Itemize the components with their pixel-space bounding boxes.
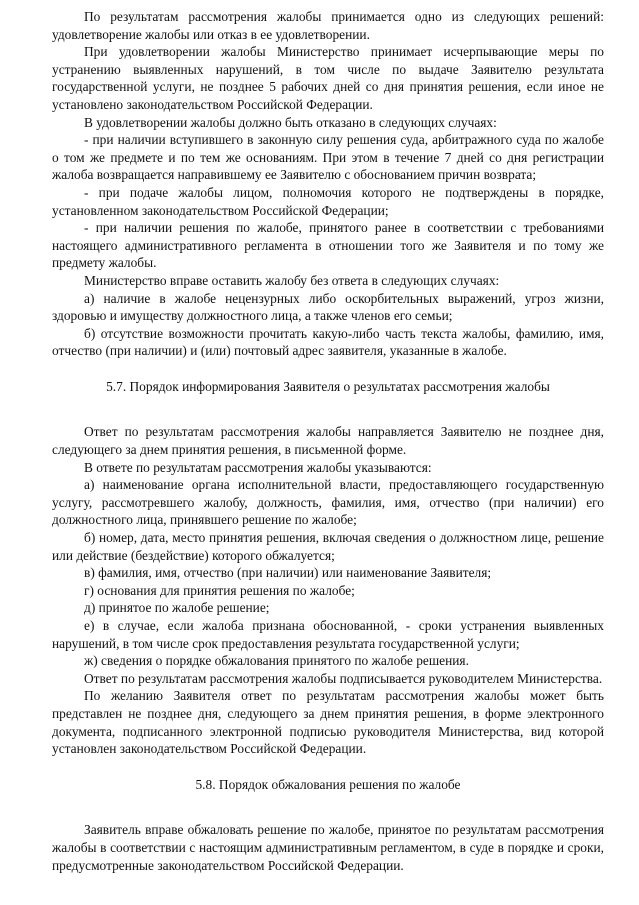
section-heading-5-8: 5.8. Порядок обжалования решения по жалобе [195,776,461,792]
paragraph: Ответ по результатам рассмотрения жалобы направляется Заявителю не позднее дня, следующего за днем принятия решения, в письменной форме. [52,424,604,458]
paragraph: - при подаче жалобы лицом, полномочия которого не подтверждены в порядке, установленном законодательством Российской Федерации; [52,184,604,218]
section-heading-5-7: 5.7. Порядок информирования Заявителя о результатах рассмотрения жалобы [106,378,550,394]
paragraph: В удовлетворении жалобы должно быть отказано в следующих случаях: [84,114,497,130]
paragraph: По желанию Заявителя ответ по результатам рассмотрения жалобы может быть представлен не позднее дня, следующего за днем принятия решения, в форме электронного документа, подписанного электронной подписью руководителя Министерства, вид которой установлен законодательством Российской Федерации. [52,688,604,757]
paragraph: а) наименование органа исполнительной власти, предоставляющего государственную услугу, рассмотревшего жалобу, должность, фамилия, имя, отчество (при наличии) его должностного лица, принявшего решение по жалобе; [52,477,604,528]
paragraph: б) отсутствие возможности прочитать какую-либо часть текста жалобы, фамилию, имя, отчество (при наличии) и (или) почтовый адрес заявителя, указанные в жалобе. [52,325,604,359]
paragraph: По результатам рассмотрения жалобы принимается одно из следующих решений: удовлетворение жалобы или отказ в ее удовлетворении. [52,9,604,42]
paragraph: а) наличие в жалобе нецензурных либо оскорбительных выражений, угроз жизни, здоровью и имуществу должностного лица, а также членов его семьи; [52,290,604,324]
paragraph: б) номер, дата, место принятия решения, включая сведения о должностном лице, решение или действие (бездействие) которого обжалуется; [52,530,604,563]
paragraph: В ответе по результатам рассмотрения жалобы указываются: [84,459,432,475]
paragraph: Ответ по результатам рассмотрения жалобы подписывается руководителем Министерства. [84,670,603,686]
paragraph: в) фамилия, имя, отчество (при наличии) или наименование Заявителя; [84,565,492,581]
paragraph: - при наличии вступившего в законную силу решения суда, арбитражного суда по жалобе о том же предмете и по тем же основаниям. При этом в течение 7 дней со дня регистрации жалоба возвращается направившему ее Заявителю с обоснованием причин возврата; [52,132,604,183]
document-page [52,8,604,874]
paragraph: д) принятое по жалобе решение; [84,600,270,616]
paragraph: Заявитель вправе обжаловать решение по жалобе, принятое по результатам рассмотрения жалобы в соответствии с настоящим административным регламентом, в суде в порядке и сроки, предусмотренные законодательством Российской Федерации. [52,822,604,873]
paragraph: ж) сведения о порядке обжалования принятого по жалобе решения. [84,653,469,669]
paragraph: е) в случае, если жалоба признана обоснованной, - сроки устранения выявленных нарушений, в том числе срок предоставления результата государственной услуги; [52,618,604,651]
paragraph: - при наличии решения по жалобе, принятого ранее в соответствии с требованиями настоящего административного регламента в отношении того же Заявителя и по тому же предмету жалобы. [52,220,604,271]
paragraph: Министерство вправе оставить жалобу без ответа в следующих случаях: [84,272,500,288]
paragraph: г) основания для принятия решения по жалобе; [84,582,355,598]
paragraph: При удовлетворении жалобы Министерство принимает исчерпывающие меры по устранению выявленных нарушений, в том числе по выдаче Заявителю результата государственной услуги, не позднее 5 рабочих дней со дня принятия решения, если иное не установлено законодательством Российской Федерации. [52,44,604,112]
